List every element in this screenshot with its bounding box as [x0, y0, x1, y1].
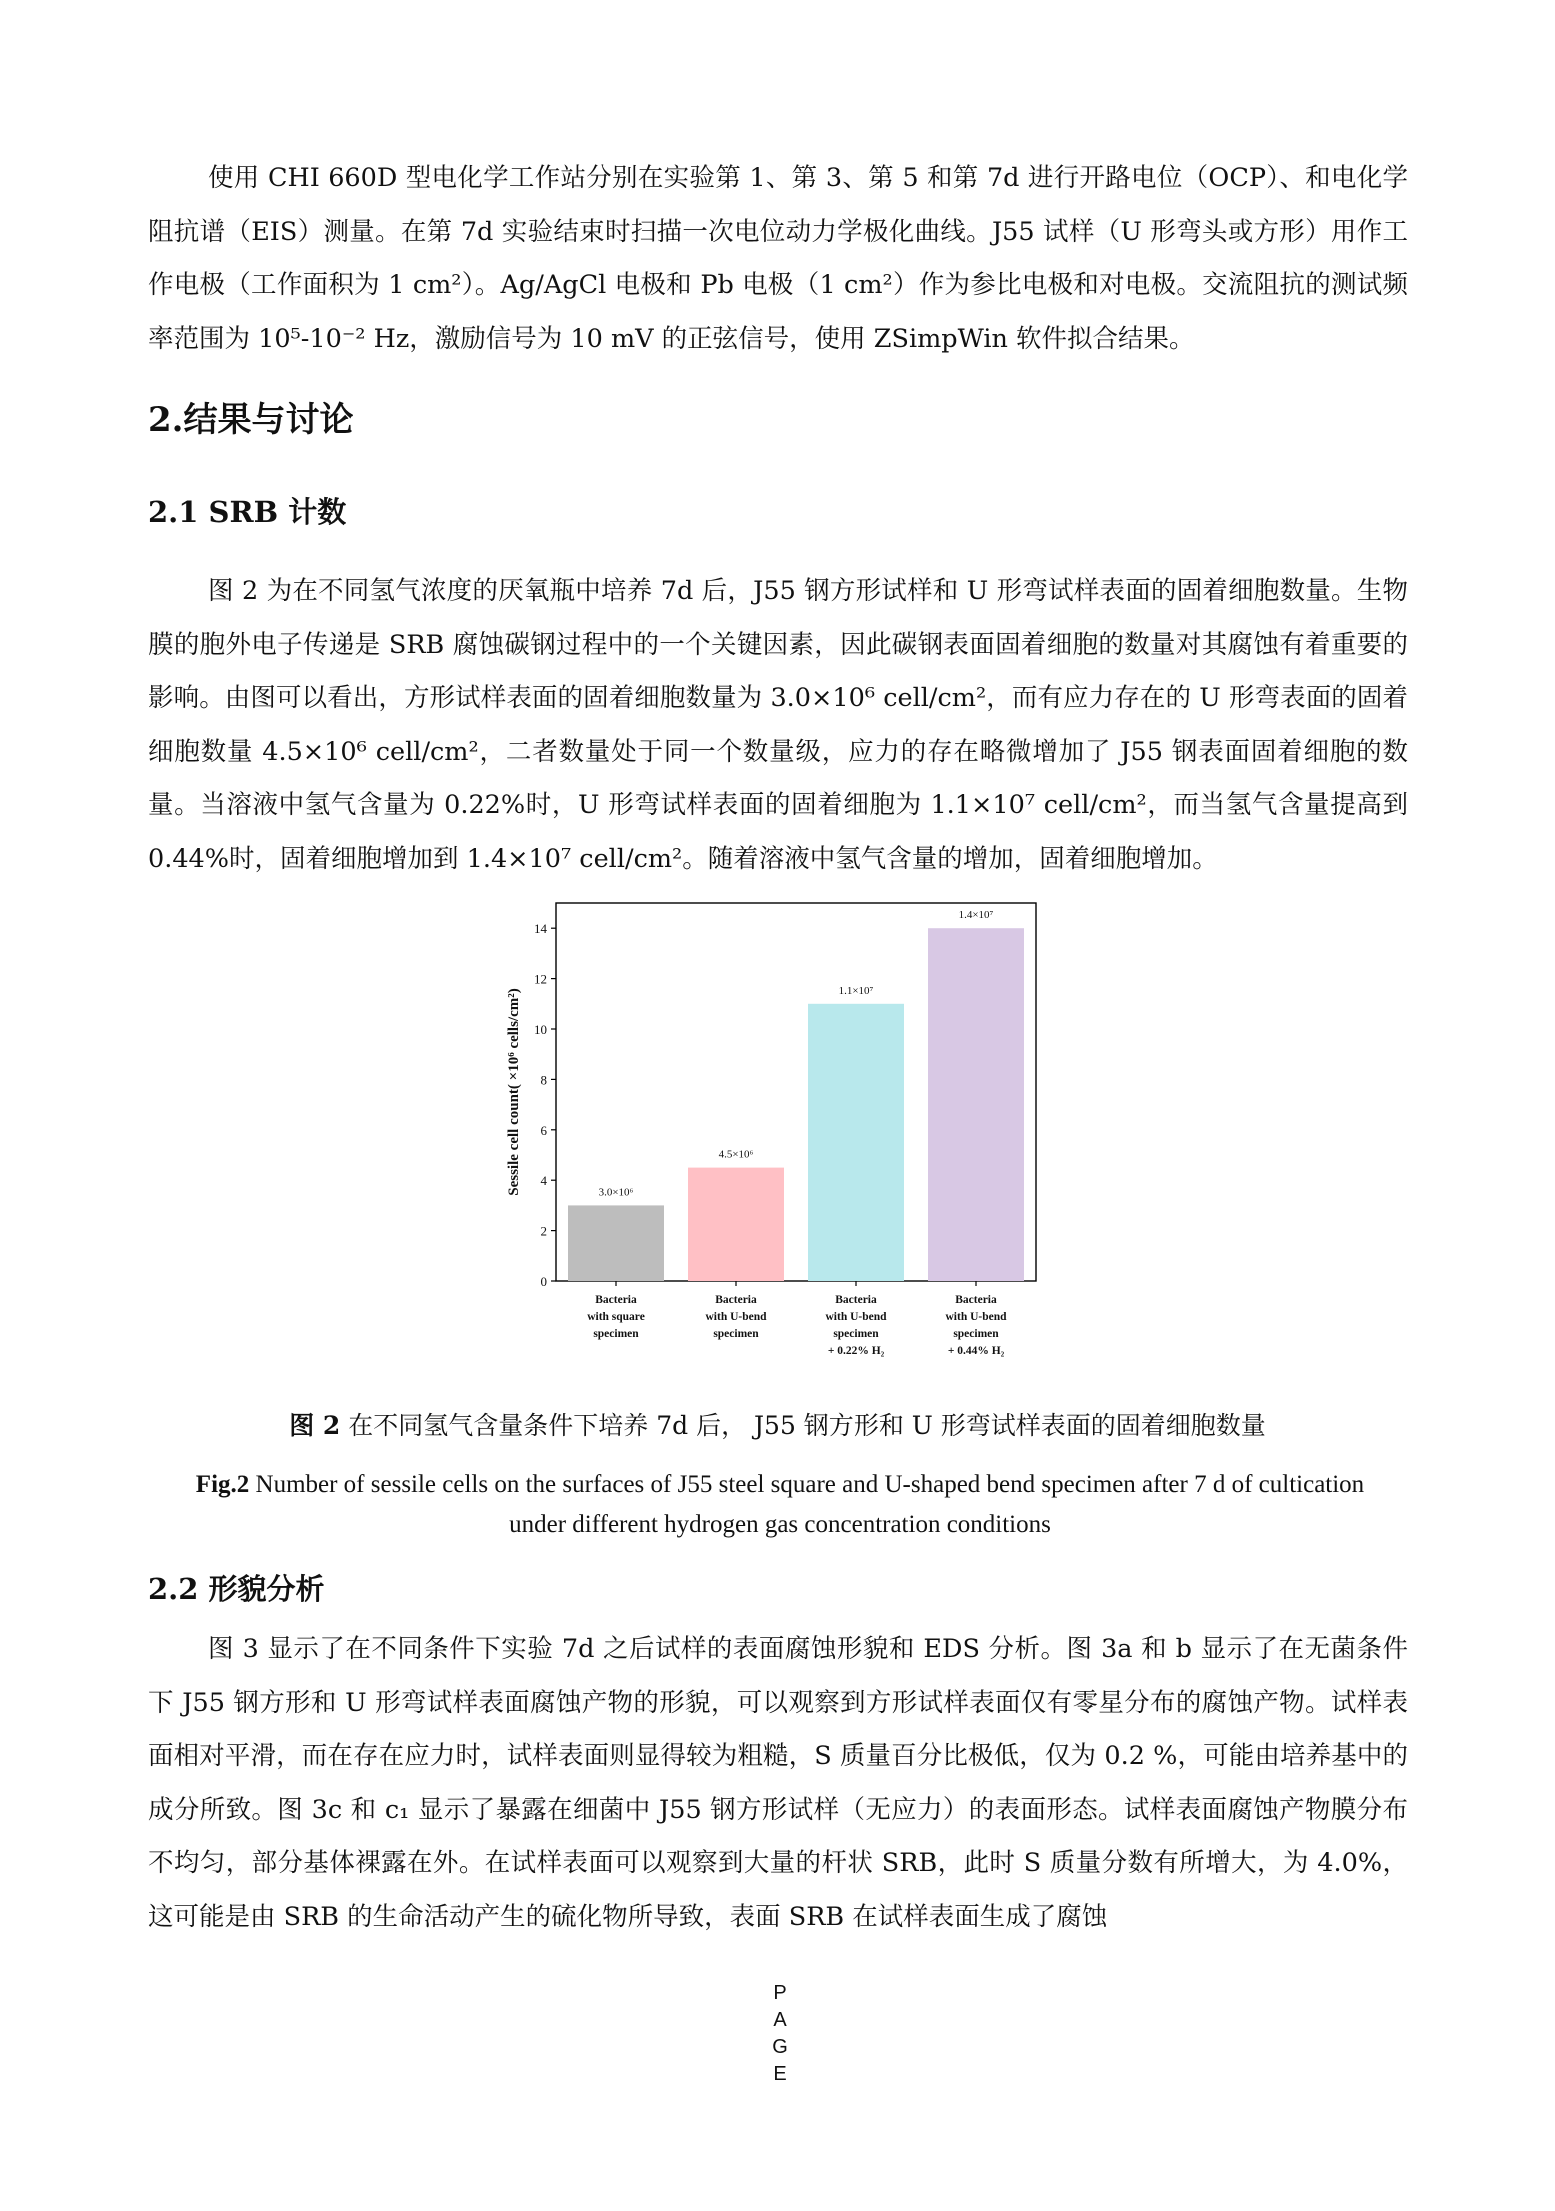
x-tick-label: + 0.44% H₂ — [947, 1345, 1005, 1357]
x-tick-label: Bacteria — [595, 1294, 637, 1306]
bar — [928, 928, 1024, 1281]
y-tick-label: 0 — [540, 1274, 547, 1289]
x-tick-label: with U-bend — [705, 1311, 767, 1323]
page-footer — [770, 1980, 790, 2088]
paragraph-methods: 使用 CHI 660D 型电化学工作站分别在实验第 1、第 3、第 5 和第 7d 进行开路电位（OCP）、和电化学阻抗谱（EIS）测量。在第 7d 实验结束时扫描一次电位动力学极化曲线。J55 试样（U 形弯头或方形）用作工作电极（工作面积为 1 cm²）。Ag/AgCl 电极和 Pb 电极（1 cm²）作为参比电极和对电极。交流阻抗的测试频率范围为 10⁵-10⁻² Hz，激励信号为 10 mV 的正弦信号，使用 ZSimpWin 软件拟合结果。 — [148, 163, 1408, 354]
bar — [568, 1205, 664, 1281]
bar — [688, 1168, 784, 1281]
page-footer-letter: P — [773, 1982, 787, 2004]
x-tick-label: + 0.22% H₂ — [827, 1345, 885, 1357]
y-tick-label: 14 — [534, 921, 547, 937]
y-tick-label: 4 — [540, 1173, 547, 1189]
sessile-cell-bar-chart — [500, 895, 1060, 1375]
figure-caption-cn-text: 在不同氢气含量条件下培养 7d 后， J55 钢方形和 U 形弯试样表面的固着细胞数量 — [348, 1411, 1266, 1440]
bar-data-label: 3.0×10⁶ — [598, 1186, 634, 1199]
bar — [808, 1004, 904, 1281]
figure-caption-en-text: Number of sessile cells on the surfaces of J55 steel square and U-shaped bend specimen after 7 d of cultication under different hydrogen gas concentration conditions — [255, 1471, 1365, 1538]
bar-group — [568, 909, 1024, 1281]
paragraph-srb-count: 图 2 为在不同氢气浓度的厌氧瓶中培养 7d 后，J55 钢方形试样和 U 形弯试样表面的固着细胞数量。生物膜的胞外电子传递是 SRB 腐蚀碳钢过程中的一个关键因素，因此碳钢表面固着细胞的数量对其腐蚀有着重要的影响。由图可以看出，方形试样表面的固着细胞数量为 3.0×10⁶ cell/cm²，而有应力存在的 U 形弯表面的固着细胞数量 4.5×10⁶ cell/cm²，二者数量处于同一个数量级，应力的存在略微增加了 J55 钢表面固着细胞的数量。当溶液中氢气含量为 0.22%时，U 形弯试样表面的固着细胞为 1.1×10⁷ cell/cm²，而当氢气含量提高到 0.44%时，固着细胞增加到 1.4×10⁷ cell/cm²。随着溶液中氢气含量的增加，固着细胞增加。 — [148, 576, 1408, 874]
y-tick-label: 8 — [540, 1072, 547, 1088]
x-tick-label: Bacteria — [715, 1294, 757, 1306]
heading-morphology: 2.2 形貌分析 — [148, 1572, 325, 1606]
x-tick-label: with U-bend — [945, 1311, 1007, 1323]
x-tick-label: with square — [587, 1311, 645, 1323]
x-axis-category-labels — [587, 1281, 1007, 1357]
y-axis-ticks — [534, 921, 556, 1289]
heading-results-discussion: 2.结果与讨论 — [148, 400, 354, 440]
x-tick-label: specimen — [713, 1328, 759, 1340]
figure-caption-en — [195, 1465, 1365, 1545]
figure-label-en: Fig.2 — [195, 1471, 250, 1498]
page-footer-letter: G — [772, 2036, 788, 2058]
x-tick-label: specimen — [953, 1328, 999, 1340]
bar-data-label: 4.5×10⁶ — [718, 1148, 754, 1161]
x-tick-label: Bacteria — [835, 1294, 877, 1306]
x-tick-label: specimen — [833, 1328, 879, 1340]
y-tick-label: 2 — [540, 1223, 547, 1239]
y-tick-label: 6 — [540, 1122, 547, 1138]
paragraph-morphology: 图 3 显示了在不同条件下实验 7d 之后试样的表面腐蚀形貌和 EDS 分析。图 3a 和 b 显示了在无菌条件下 J55 钢方形和 U 形弯试样表面腐蚀产物的形貌，可以观察到方形试样表面仅有零星分布的腐蚀产物。试样表面相对平滑，而在存在应力时，试样表面则显得较为粗糙，S 质量百分比极低，仅为 0.2 %，可能由培养基中的成分所致。图 3c 和 c₁ 显示了暴露在细菌中 J55 钢方形试样（无应力）的表面形态。试样表面腐蚀产物膜分布不均匀，部分基体裸露在外。在试样表面可以观察到大量的杆状 SRB，此时 S 质量分数有所增大，为 4.0%，这可能是由 SRB 的生命活动产生的硫化物所导致，表面 SRB 在试样表面生成了腐蚀 — [148, 1634, 1408, 1932]
figure-caption-cn — [0, 1406, 1555, 1442]
x-tick-label: Bacteria — [955, 1294, 997, 1306]
y-axis-label: Sessile cell count( ×10⁶ cells/cm²) — [506, 988, 522, 1196]
figure-label-cn: 图 2 — [289, 1411, 341, 1440]
x-tick-label: with U-bend — [825, 1311, 887, 1323]
x-tick-label: specimen — [593, 1328, 639, 1340]
y-tick-label: 10 — [534, 1022, 547, 1037]
bar-data-label: 1.1×10⁷ — [838, 984, 874, 997]
heading-srb-count: 2.1 SRB 计数 — [148, 495, 347, 529]
page-footer-letter: E — [773, 2063, 787, 2085]
page-footer-letter: A — [773, 2009, 787, 2031]
bar-data-label: 1.4×10⁷ — [958, 909, 994, 922]
y-tick-label: 12 — [534, 971, 547, 987]
